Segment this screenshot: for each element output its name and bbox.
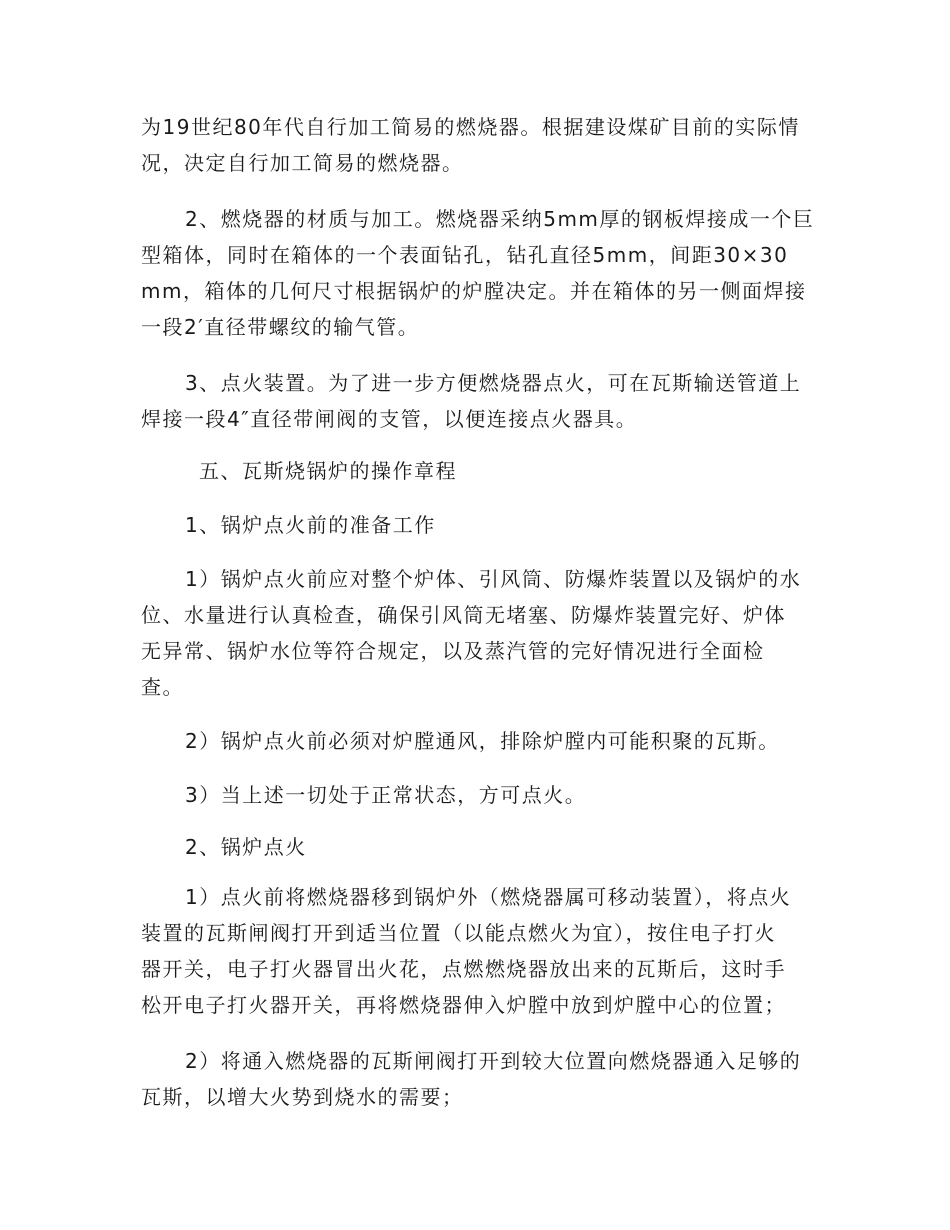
text-line: 2）锅炉点火前必须对炉膛通风，排除炉膛内可能积聚的瓦斯。 <box>185 729 780 753</box>
subsection-heading: 1、锅炉点火前的准备工作 <box>185 513 436 537</box>
text-line: 查。 <box>141 675 184 699</box>
section-heading: 五、瓦斯烧锅炉的操作章程 <box>199 459 457 483</box>
text-line: 为19世纪80年代自行加工简易的燃烧器。根据建设煤矿目前的实际情 <box>141 115 800 139</box>
text-line: 器开关，电子打火器冒出火花，点燃燃烧器放出来的瓦斯后，这时手 <box>141 957 786 981</box>
text-line: 3、点火装置。为了进一步方便燃烧器点火，可在瓦斯输送管道上 <box>185 371 802 395</box>
text-line: mm，箱体的几何尺寸根据锅炉的炉膛决定。并在箱体的另一侧面焊接 <box>141 279 807 303</box>
text-line: 1）点火前将燃烧器移到锅炉外（燃烧器属可移动装置），将点火 <box>185 885 792 909</box>
text-line: 况，决定自行加工简易的燃烧器。 <box>141 151 464 175</box>
text-line: 装置的瓦斯闸阀打开到适当位置（以能点燃火为宜），按住电子打火 <box>141 921 776 945</box>
text-line: 型箱体，同时在箱体的一个表面钻孔，钻孔直径5mm，间距30×30 <box>141 243 789 267</box>
text-line: 1）锅炉点火前应对整个炉体、引风筒、防爆炸装置以及锅炉的水 <box>185 567 802 591</box>
text-line: 位、水量进行认真检查，确保引风筒无堵塞、防爆炸装置完好、炉体 <box>141 603 786 627</box>
text-line: 2）将通入燃烧器的瓦斯闸阀打开到较大位置向燃烧器通入足够的 <box>185 1049 802 1073</box>
text-line: 3）当上述一切处于正常状态，方可点火。 <box>185 783 587 807</box>
text-line: 焊接一段4″直径带闸阀的支管，以便连接点火器具。 <box>141 407 638 431</box>
subsection-heading: 2、锅炉点火 <box>185 835 307 859</box>
text-line: 瓦斯，以增大火势到烧水的需要； <box>141 1085 464 1109</box>
text-line: 松开电子打火器开关，再将燃烧器伸入炉膛中放到炉膛中心的位置； <box>141 993 786 1017</box>
text-line: 无异常、锅炉水位等符合规定，以及蒸汽管的完好情况进行全面检 <box>141 639 765 663</box>
text-line: 2、燃烧器的材质与加工。燃烧器采纳5mm厚的钢板焊接成一个巨 <box>185 207 815 231</box>
text-line: 一段2′直径带螺纹的输气管。 <box>141 315 420 339</box>
